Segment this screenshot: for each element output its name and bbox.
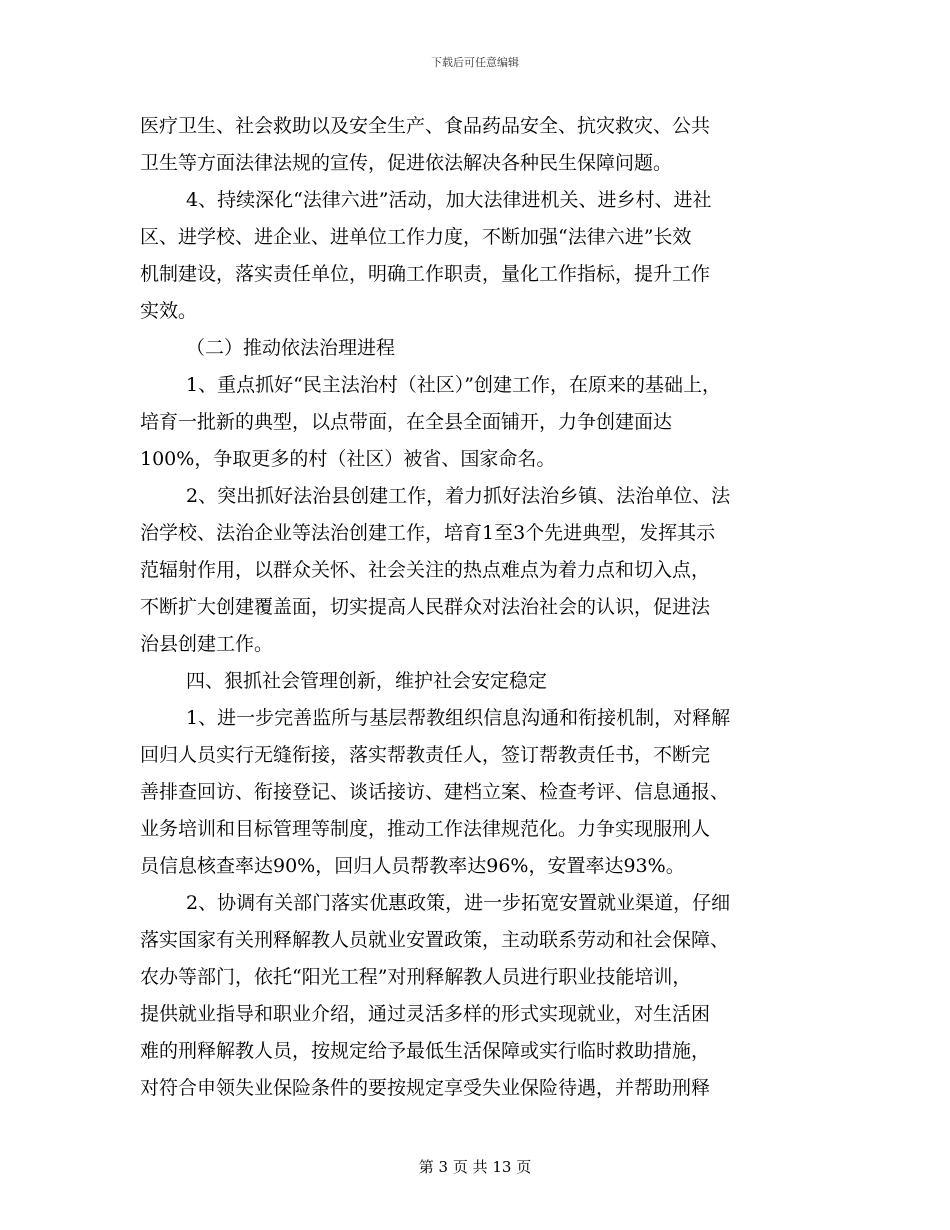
text-line: 落实国家有关刑释解教人员就业安置政策，主动联系劳动和社会保障、 [140,929,730,951]
text-line: 不断扩大创建覆盖面，切实提高人民群众对法治社会的认识，促进法 [140,596,711,618]
text-line: 员信息核查率达90%，回归人员帮教率达96%，安置率达93%。 [140,855,685,877]
text-line: 1、重点抓好“民主法治村（社区）”创建工作，在原来的基础上， [186,374,722,396]
page-footer: 第 3 页 共 13 页 [418,1158,532,1176]
text-line: 100%，争取更多的村（社区）被省、国家命名。 [140,448,556,470]
text-line: 难的刑释解教人员，按规定给予最低生活保障或实行临时救助措施， [140,1040,711,1062]
section-heading: 四、狠抓社会管理创新，维护社会安定稳定 [186,670,548,692]
text-line: 2、突出抓好法治县创建工作，着力抓好法治乡镇、法治单位、法 [186,485,731,507]
text-line: 范辐射作用，以群众关怀、社会关注的热点难点为着力点和切入点， [140,559,711,581]
text-line: 卫生等方面法律法规的宣传，促进依法解决各种民生保障问题。 [140,152,673,174]
page-header: 下载后可任意编辑 [431,56,519,69]
text-line: 提供就业指导和职业介绍，通过灵活多样的形式实现就业，对生活困 [140,1003,711,1025]
text-line: 对符合申领失业保险条件的要按规定享受失业保险待遇，并帮助刑释 [140,1077,711,1099]
text-line: 业务培训和目标管理等制度，推动工作法律规范化。力争实现服刑人 [140,818,711,840]
text-line: 治学校、法治企业等法治创建工作，培育1至3个先进典型，发挥其示 [140,522,716,544]
text-line: 1、进一步完善监所与基层帮教组织信息沟通和衔接机制，对释解 [186,707,731,729]
text-line: 区、进学校、进企业、进单位工作力度，不断加强“法律六进”长效 [140,226,692,248]
text-line: 善排查回访、衔接登记、谈话接访、建档立案、检查考评、信息通报、 [140,781,730,803]
text-line: 回归人员实行无缝衔接，落实帮教责任人，签订帮教责任书，不断完 [140,744,711,766]
text-line: 实效。 [140,300,198,322]
text-line: 机制建设，落实责任单位，明确工作职责，量化工作指标，提升工作 [140,263,711,285]
text-line: 农办等部门，依托“阳光工程”对刑释解教人员进行职业技能培训， [140,966,692,988]
text-line: 治县创建工作。 [140,633,274,655]
section-heading: （二）推动依法治理进程 [186,337,396,359]
text-line: 4、持续深化“法律六进”活动，加大法律进机关、进乡村、进社 [186,189,712,211]
text-line: 医疗卫生、社会救助以及安全生产、食品药品安全、抗灾救灾、公共 [140,115,711,137]
text-line: 2、协调有关部门落实优惠政策，进一步拓宽安置就业渠道，仔细 [186,892,731,914]
text-line: 培育一批新的典型，以点带面，在全县全面铺开，力争创建面达 [140,411,673,433]
